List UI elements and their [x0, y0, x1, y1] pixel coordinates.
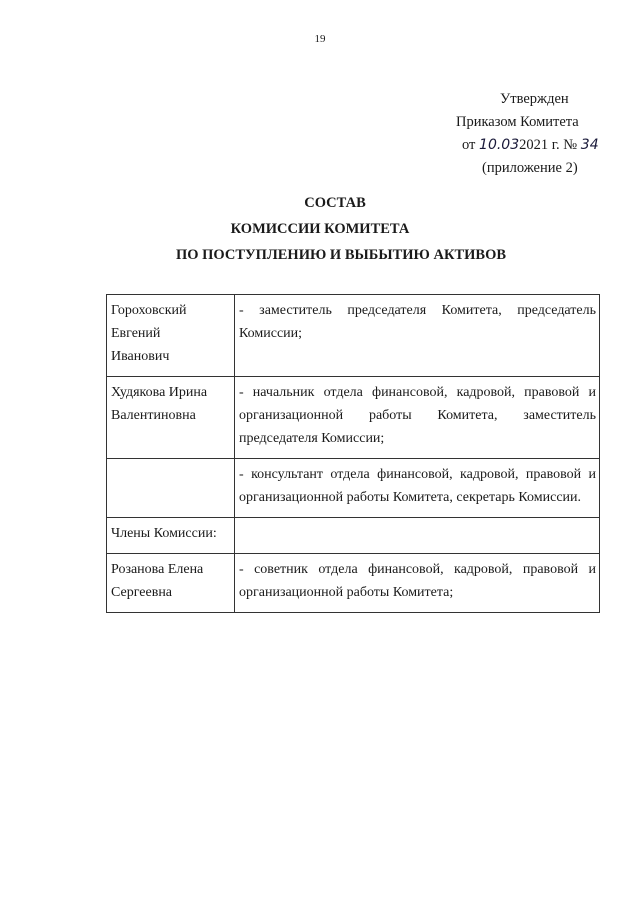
table-row — [107, 518, 600, 554]
member-name-cell — [107, 554, 235, 613]
members-table — [106, 294, 600, 613]
members-section-label — [107, 518, 235, 554]
date-prefix: от — [462, 137, 476, 153]
approval-date-line — [418, 134, 618, 157]
member-name-cell — [107, 377, 235, 459]
approval-title: Утвержден — [500, 91, 569, 107]
member-name-line: Сергеевна — [111, 585, 173, 600]
handwritten-number: 34 — [580, 137, 599, 153]
member-role-cell: - консультант отдела финансовой, кадровой, правовой и организационной работы Комитета, секретарь Комиссии. — [235, 459, 600, 518]
member-role-cell — [235, 518, 600, 554]
member-name-line: Валентиновна — [111, 408, 196, 423]
table-row — [107, 377, 600, 459]
approval-appendix: (приложение 2) — [482, 160, 578, 176]
title-line-1: СОСТАВ — [304, 195, 366, 211]
table-row — [107, 554, 600, 613]
approval-order: Приказом Комитета — [456, 114, 579, 130]
member-role-cell: - заместитель председателя Комитета, председатель Комиссии; — [235, 295, 600, 377]
member-name-cell — [107, 459, 235, 518]
document-title — [0, 190, 640, 268]
member-name-line: Евгений — [111, 326, 161, 341]
member-name-line: Розанова Елена — [111, 562, 204, 577]
page-number: 19 — [314, 33, 326, 45]
member-name-cell — [107, 295, 235, 377]
member-name-line: Гороховский — [111, 303, 187, 318]
member-role-cell: - советник отдела финансовой, кадровой, правовой и организационной работы Комитета; — [235, 554, 600, 613]
title-line-2: КОМИССИИ КОМИТЕТА — [230, 221, 410, 237]
handwritten-date: 10.03 — [479, 137, 520, 153]
member-name-line: Худякова Ирина — [111, 385, 208, 400]
title-line-3: ПО ПОСТУПЛЕНИЮ И ВЫБЫТИЮ АКТИВОВ — [175, 247, 507, 263]
member-role-cell: - начальник отдела финансовой, кадровой, правовой и организационной работы Комитета, заместитель председателя Комиссии; — [235, 377, 600, 459]
table-row — [107, 295, 600, 377]
year-text: 2021 г. № — [519, 137, 578, 153]
member-name-line: Члены Комиссии: — [111, 526, 217, 541]
table-row — [107, 459, 600, 518]
member-name-line: Иванович — [111, 349, 170, 364]
approval-block — [418, 88, 618, 180]
